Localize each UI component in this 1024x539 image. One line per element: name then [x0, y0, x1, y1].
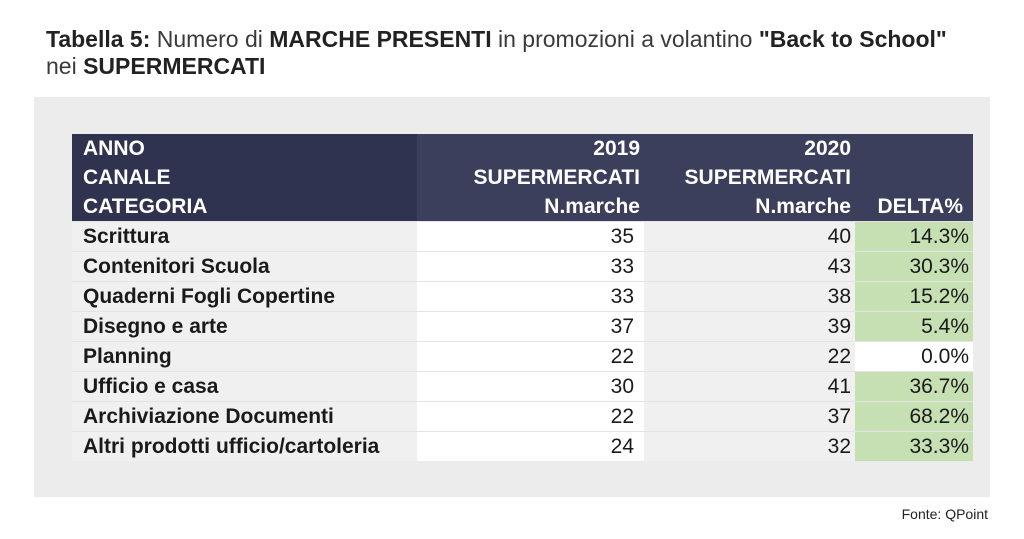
category-cell: Quaderni Fogli Copertine	[72, 281, 417, 311]
header-cell: N.marche	[417, 192, 644, 221]
category-cell: Archiviazione Documenti	[72, 401, 417, 431]
title-text: nei	[46, 53, 84, 79]
header-cell: CANALE	[72, 163, 417, 192]
table-row	[72, 341, 973, 371]
title-line-2	[46, 53, 947, 80]
table-row	[72, 221, 973, 251]
value-2019-cell: 37	[417, 311, 644, 341]
header-row-canale	[72, 163, 973, 192]
category-cell: Ufficio e casa	[72, 371, 417, 401]
value-2020-cell: 40	[644, 221, 855, 251]
value-2020-cell: 32	[644, 431, 855, 461]
table-row	[72, 311, 973, 341]
category-cell: Disegno e arte	[72, 311, 417, 341]
title-emphasis: MARCHE PRESENTI	[269, 26, 492, 52]
title-line-1	[46, 26, 947, 53]
value-2020-cell: 39	[644, 311, 855, 341]
header-cell	[855, 163, 973, 192]
value-2019-cell: 22	[417, 401, 644, 431]
delta-cell: 5.4%	[855, 311, 973, 341]
delta-cell: 36.7%	[855, 371, 973, 401]
header-cell: 2019	[417, 134, 644, 163]
value-2020-cell: 43	[644, 251, 855, 281]
value-2020-cell: 41	[644, 371, 855, 401]
source-note: Fonte: QPoint	[901, 506, 988, 522]
table-row	[72, 401, 973, 431]
table-row	[72, 371, 973, 401]
value-2020-cell: 37	[644, 401, 855, 431]
category-cell: Planning	[72, 341, 417, 371]
delta-cell: 15.2%	[855, 281, 973, 311]
header-row-categoria	[72, 192, 973, 221]
header-cell: ANNO	[72, 134, 417, 163]
header-cell: SUPERMERCATI	[644, 163, 855, 192]
data-table	[72, 134, 973, 461]
title-emphasis: SUPERMERCATI	[83, 53, 266, 79]
header-cell: DELTA%	[855, 192, 973, 221]
table-row	[72, 281, 973, 311]
table-row	[72, 431, 973, 461]
header-cell: CATEGORIA	[72, 192, 417, 221]
value-2019-cell: 30	[417, 371, 644, 401]
category-cell: Altri prodotti ufficio/cartoleria	[72, 431, 417, 461]
value-2019-cell: 35	[417, 221, 644, 251]
header-cell: 2020	[644, 134, 855, 163]
title-text: in promozioni a volantino	[491, 26, 759, 52]
header-cell	[855, 134, 973, 163]
value-2019-cell: 24	[417, 431, 644, 461]
delta-cell: 30.3%	[855, 251, 973, 281]
category-cell: Contenitori Scuola	[72, 251, 417, 281]
value-2020-cell: 38	[644, 281, 855, 311]
delta-cell: 33.3%	[855, 431, 973, 461]
table-title	[46, 26, 947, 80]
value-2019-cell: 22	[417, 341, 644, 371]
delta-cell: 68.2%	[855, 401, 973, 431]
category-cell: Scrittura	[72, 221, 417, 251]
title-label: Tabella 5:	[46, 26, 151, 52]
table-row	[72, 251, 973, 281]
delta-cell: 14.3%	[855, 221, 973, 251]
header-cell: SUPERMERCATI	[417, 163, 644, 192]
title-text: Numero di	[150, 26, 270, 52]
value-2019-cell: 33	[417, 251, 644, 281]
value-2020-cell: 22	[644, 341, 855, 371]
header-cell: N.marche	[644, 192, 855, 221]
header-row-anno	[72, 134, 973, 163]
title-emphasis: "Back to School"	[758, 26, 947, 52]
delta-cell: 0.0%	[855, 341, 973, 371]
value-2019-cell: 33	[417, 281, 644, 311]
